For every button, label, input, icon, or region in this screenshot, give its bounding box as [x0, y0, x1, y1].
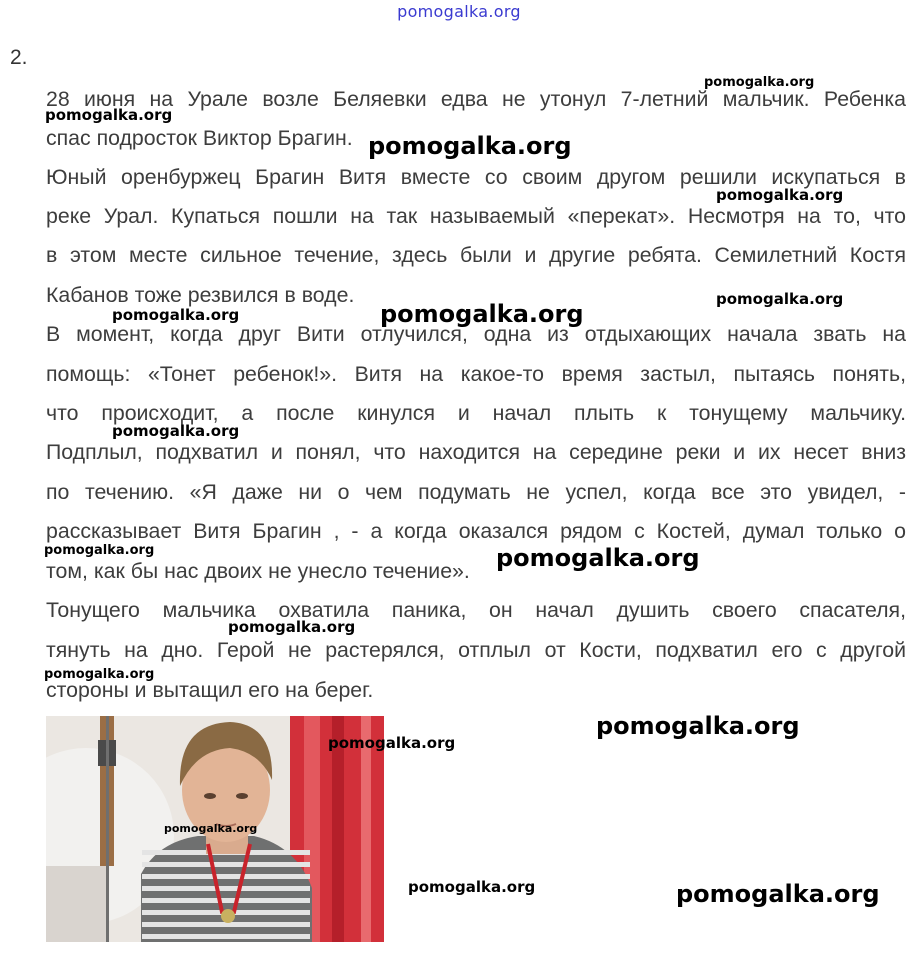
watermark-text: pomogalka.org [596, 712, 800, 740]
text-line: Подплыл, подхватил и понял, что находится на середине реки и их несет вниз [46, 440, 906, 464]
watermark-text: pomogalka.org [164, 822, 258, 835]
text-line: Юный оренбуржец Брагин Витя вместе со своим другом решили искупаться в [46, 165, 906, 189]
watermark-text: pomogalka.org [676, 880, 880, 908]
text-line: по течению. «Я даже ни о чем подумать не успел, когда все это увидел, - [46, 480, 906, 504]
watermark-text: pomogalka.org [44, 667, 155, 682]
watermark-text: pomogalka.org [408, 878, 536, 896]
watermark-text: pomogalka.org [716, 290, 844, 308]
text-line: стороны и вытащил его на берег. [46, 678, 374, 702]
watermark-text: pomogalka.org [328, 734, 456, 752]
header-watermark[interactable]: pomogalka.org [397, 2, 521, 21]
text-line: том, как бы нас двоих не унесло течение». [46, 559, 470, 583]
watermark-text: pomogalka.org [112, 306, 240, 324]
watermark-text: pomogalka.org [496, 544, 700, 572]
watermark-text: pomogalka.org [368, 132, 572, 160]
watermark-text: pomogalka.org [704, 75, 815, 90]
text-line: что происходит, а после кинулся и начал плыть к тонущему мальчику. [46, 401, 906, 425]
text-line: тянуть на дно. Герой не растерялся, отплыл от Кости, подхватил его с другой [46, 638, 906, 662]
watermark-text: pomogalka.org [716, 186, 844, 204]
watermark-text: pomogalka.org [380, 300, 584, 328]
watermark-text: pomogalka.org [228, 618, 356, 636]
text-line: Кабанов тоже резвился в воде. [46, 283, 355, 307]
watermark-text: pomogalka.org [44, 543, 155, 558]
text-line: помощь: «Тонет ребенок!». Витя на какое-то время застыл, пытаясь понять, [46, 362, 906, 386]
text-line: реке Урал. Купаться пошли на так называемый «перекат». Несмотря на то, что [46, 204, 906, 228]
text-line: Тонущего мальчика охватила паника, он начал душить своего спасателя, [46, 598, 906, 622]
text-line: В момент, когда друг Вити отлучился, одна из отдыхающих начала звать на [46, 322, 906, 346]
text-line: рассказывает Витя Брагин , - а когда оказался рядом с Костей, думал только о [46, 519, 906, 543]
task-number: 2. [10, 46, 28, 69]
text-line: спас подросток Виктор Брагин. [46, 126, 353, 150]
watermark-text: pomogalka.org [45, 106, 173, 124]
watermark-text: pomogalka.org [112, 422, 240, 440]
text-line: 28 июня на Урале возле Беляевки едва не утонул 7-летний мальчик. Ребенка [46, 87, 906, 111]
text-line: в этом месте сильное течение, здесь были и другие ребята. Семилетний Костя [46, 243, 906, 267]
